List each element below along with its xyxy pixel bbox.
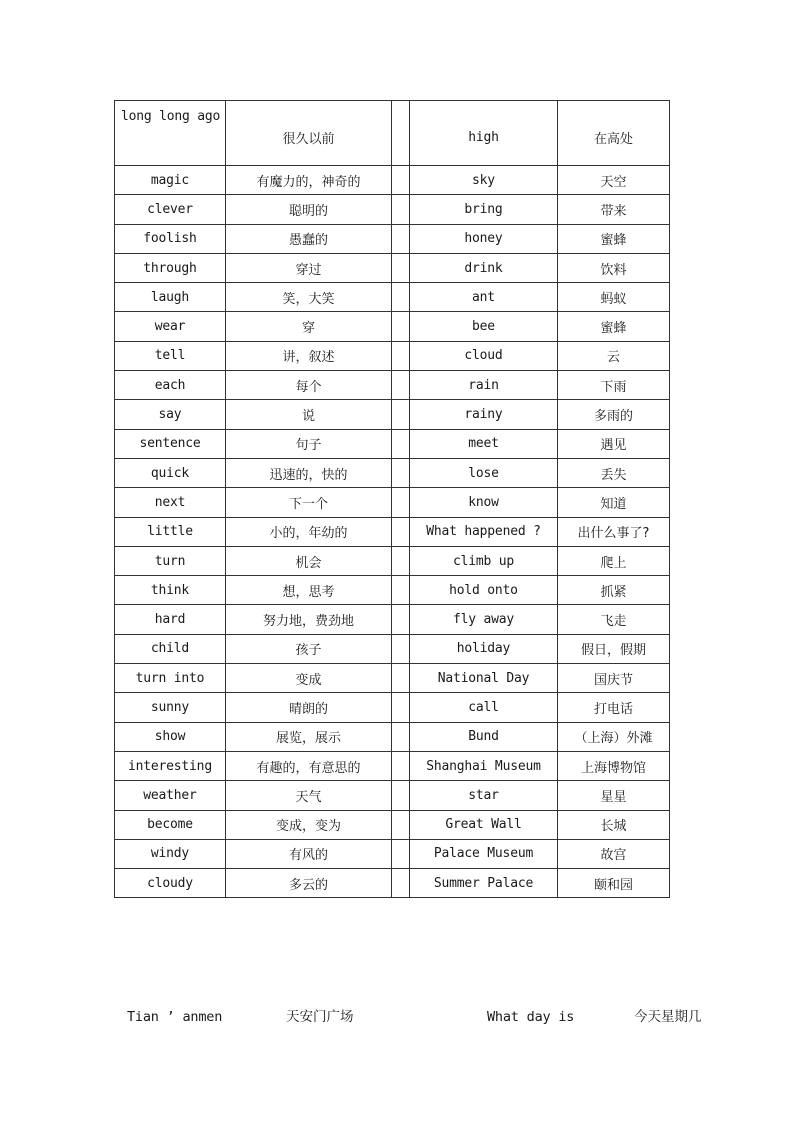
english-word-left: little xyxy=(115,517,226,546)
chinese-meaning-left: 小的，年幼的 xyxy=(226,517,392,546)
column-gap xyxy=(392,341,410,370)
english-word-left: sentence xyxy=(115,429,226,458)
english-word-left: quick xyxy=(115,458,226,487)
chinese-meaning-left: 机会 xyxy=(226,546,392,575)
table-row xyxy=(115,781,670,810)
english-word-left: think xyxy=(115,576,226,605)
chinese-meaning-right: 爬上 xyxy=(558,546,670,575)
vocabulary-table-body xyxy=(115,101,670,898)
table-row xyxy=(115,429,670,458)
chinese-meaning-right: 星星 xyxy=(558,781,670,810)
english-word-right: climb up xyxy=(410,546,558,575)
chinese-meaning-right: 天空 xyxy=(558,166,670,195)
chinese-meaning-right: 丢失 xyxy=(558,458,670,487)
english-word-left: interesting xyxy=(115,751,226,780)
english-word-right: hold onto xyxy=(410,576,558,605)
column-gap xyxy=(392,869,410,898)
english-word-left: laugh xyxy=(115,283,226,312)
table-row xyxy=(115,224,670,253)
english-word-right: call xyxy=(410,693,558,722)
chinese-meaning-right: 饮料 xyxy=(558,253,670,282)
table-row xyxy=(115,839,670,868)
english-word-right: star xyxy=(410,781,558,810)
table-row xyxy=(115,312,670,341)
english-word-left: clever xyxy=(115,195,226,224)
chinese-meaning-right: 蜜蜂 xyxy=(558,224,670,253)
chinese-meaning-right: 抓紧 xyxy=(558,576,670,605)
english-word-left: turn xyxy=(115,546,226,575)
chinese-meaning-left: 天气 xyxy=(226,781,392,810)
chinese-meaning-right: 下雨 xyxy=(558,371,670,400)
english-word-left: hard xyxy=(115,605,226,634)
chinese-meaning-left: 展览，展示 xyxy=(226,722,392,751)
english-word-left: say xyxy=(115,400,226,429)
column-gap xyxy=(392,166,410,195)
table-row xyxy=(115,283,670,312)
table-row xyxy=(115,664,670,693)
english-word-right: National Day xyxy=(410,664,558,693)
english-word-right: know xyxy=(410,488,558,517)
chinese-meaning-left: 穿 xyxy=(226,312,392,341)
chinese-meaning-right: 多雨的 xyxy=(558,400,670,429)
english-word-left: next xyxy=(115,488,226,517)
table-row xyxy=(115,869,670,898)
english-word-right: bring xyxy=(410,195,558,224)
footer-english-word-right: What day is xyxy=(487,1009,575,1025)
chinese-meaning-right: 蚂蚁 xyxy=(558,283,670,312)
table-row xyxy=(115,371,670,400)
table-row xyxy=(115,546,670,575)
english-word-right: lose xyxy=(410,458,558,487)
chinese-meaning-left: 笑，大笑 xyxy=(226,283,392,312)
english-word-left: through xyxy=(115,253,226,282)
chinese-meaning-left: 努力地，费劲地 xyxy=(226,605,392,634)
chinese-meaning-right: 故宫 xyxy=(558,839,670,868)
table-row xyxy=(115,488,670,517)
chinese-meaning-left: 有趣的，有意思的 xyxy=(226,751,392,780)
chinese-meaning-left: 变成 xyxy=(226,664,392,693)
footer-chinese-meaning-right: 今天星期几 xyxy=(634,1009,702,1025)
english-word-right: cloud xyxy=(410,341,558,370)
english-word-left: become xyxy=(115,810,226,839)
column-gap xyxy=(392,546,410,575)
chinese-meaning-right: 飞走 xyxy=(558,605,670,634)
column-gap xyxy=(392,101,410,166)
english-word-left: turn into xyxy=(115,664,226,693)
english-word-right: rainy xyxy=(410,400,558,429)
chinese-meaning-right: 蜜蜂 xyxy=(558,312,670,341)
column-gap xyxy=(392,312,410,341)
table-row xyxy=(115,810,670,839)
column-gap xyxy=(392,751,410,780)
english-word-left: foolish xyxy=(115,224,226,253)
table-row xyxy=(115,195,670,224)
column-gap xyxy=(392,253,410,282)
chinese-meaning-right: 带来 xyxy=(558,195,670,224)
english-word-left: weather xyxy=(115,781,226,810)
table-row xyxy=(115,722,670,751)
chinese-meaning-left: 迅速的，快的 xyxy=(226,458,392,487)
chinese-meaning-left: 晴朗的 xyxy=(226,693,392,722)
chinese-meaning-right: 云 xyxy=(558,341,670,370)
column-gap xyxy=(392,839,410,868)
chinese-meaning-left: 有魔力的，神奇的 xyxy=(226,166,392,195)
chinese-meaning-left: 孩子 xyxy=(226,634,392,663)
column-gap xyxy=(392,605,410,634)
header-chinese-meaning-left: 很久以前 xyxy=(226,101,392,166)
chinese-meaning-left: 说 xyxy=(226,400,392,429)
table-row xyxy=(115,693,670,722)
english-word-right: Shanghai Museum xyxy=(410,751,558,780)
chinese-meaning-left: 有风的 xyxy=(226,839,392,868)
chinese-meaning-right: 打电话 xyxy=(558,693,670,722)
column-gap xyxy=(392,458,410,487)
footer-english-word-left: Tian ’ anmen xyxy=(127,1009,223,1025)
english-word-left: windy xyxy=(115,839,226,868)
english-word-right: ant xyxy=(410,283,558,312)
chinese-meaning-left: 变成，变为 xyxy=(226,810,392,839)
english-word-left: tell xyxy=(115,341,226,370)
english-word-left: cloudy xyxy=(115,869,226,898)
column-gap xyxy=(392,429,410,458)
english-word-right: Summer Palace xyxy=(410,869,558,898)
english-word-right: drink xyxy=(410,253,558,282)
table-header-row xyxy=(115,101,670,166)
column-gap xyxy=(392,283,410,312)
english-word-left: show xyxy=(115,722,226,751)
column-gap xyxy=(392,576,410,605)
english-word-right: sky xyxy=(410,166,558,195)
column-gap xyxy=(392,488,410,517)
column-gap xyxy=(392,693,410,722)
footer-chinese-meaning-left: 天安门广场 xyxy=(286,1009,354,1025)
column-gap xyxy=(392,400,410,429)
chinese-meaning-left: 下一个 xyxy=(226,488,392,517)
english-word-right: bee xyxy=(410,312,558,341)
chinese-meaning-left: 句子 xyxy=(226,429,392,458)
english-word-right: Bund xyxy=(410,722,558,751)
table-row xyxy=(115,634,670,663)
table-row xyxy=(115,253,670,282)
english-word-right: fly away xyxy=(410,605,558,634)
chinese-meaning-left: 想，思考 xyxy=(226,576,392,605)
column-gap xyxy=(392,722,410,751)
table-row xyxy=(115,751,670,780)
english-word-right: meet xyxy=(410,429,558,458)
column-gap xyxy=(392,810,410,839)
chinese-meaning-left: 愚蠢的 xyxy=(226,224,392,253)
table-row xyxy=(115,166,670,195)
chinese-meaning-left: 讲，叙述 xyxy=(226,341,392,370)
column-gap xyxy=(392,634,410,663)
english-word-right: honey xyxy=(410,224,558,253)
column-gap xyxy=(392,517,410,546)
english-word-right: rain xyxy=(410,371,558,400)
chinese-meaning-right: 假日，假期 xyxy=(558,634,670,663)
table-row xyxy=(115,341,670,370)
english-word-right: Palace Museum xyxy=(410,839,558,868)
english-word-left: each xyxy=(115,371,226,400)
column-gap xyxy=(392,781,410,810)
table-row xyxy=(115,576,670,605)
english-word-left: child xyxy=(115,634,226,663)
chinese-meaning-right: （上海）外滩 xyxy=(558,722,670,751)
header-chinese-meaning-right: 在高处 xyxy=(558,101,670,166)
table-row xyxy=(115,458,670,487)
english-word-left: wear xyxy=(115,312,226,341)
column-gap xyxy=(392,371,410,400)
english-word-left: magic xyxy=(115,166,226,195)
english-word-right: What happened ? xyxy=(410,517,558,546)
chinese-meaning-left: 每个 xyxy=(226,371,392,400)
table-row xyxy=(115,517,670,546)
chinese-meaning-right: 上海博物馆 xyxy=(558,751,670,780)
english-word-right: Great Wall xyxy=(410,810,558,839)
header-english-word-right: high xyxy=(410,101,558,166)
vocabulary-table xyxy=(114,100,670,898)
column-gap xyxy=(392,224,410,253)
chinese-meaning-right: 遇见 xyxy=(558,429,670,458)
column-gap xyxy=(392,195,410,224)
english-word-right: holiday xyxy=(410,634,558,663)
chinese-meaning-left: 多云的 xyxy=(226,869,392,898)
chinese-meaning-right: 出什么事了? xyxy=(558,517,670,546)
header-english-word-left: long long ago xyxy=(115,101,226,166)
table-row xyxy=(115,400,670,429)
chinese-meaning-left: 穿过 xyxy=(226,253,392,282)
chinese-meaning-right: 国庆节 xyxy=(558,664,670,693)
chinese-meaning-right: 颐和园 xyxy=(558,869,670,898)
table-row xyxy=(115,605,670,634)
chinese-meaning-left: 聪明的 xyxy=(226,195,392,224)
column-gap xyxy=(392,664,410,693)
chinese-meaning-right: 知道 xyxy=(558,488,670,517)
english-word-left: sunny xyxy=(115,693,226,722)
chinese-meaning-right: 长城 xyxy=(558,810,670,839)
